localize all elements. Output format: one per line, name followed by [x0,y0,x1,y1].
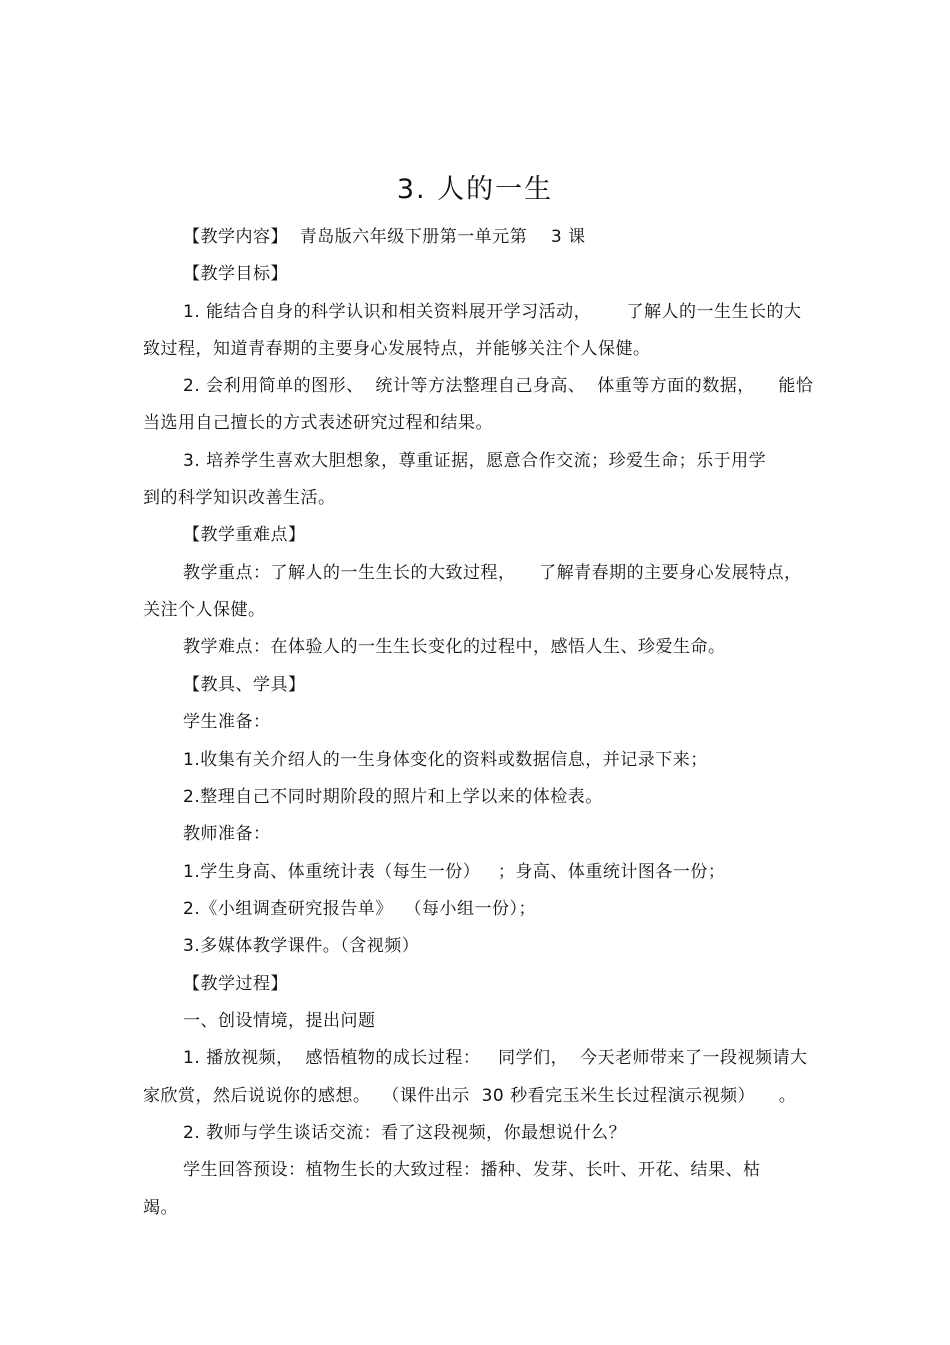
page-title: 3. 人的一生 [396,174,554,205]
key-point-line-1: 教学重点：了解人的一生生长的大致过程， 了解青春期的主要身心发展特点， [183,563,802,583]
objective-2-line-2: 当选用自己擅长的方式表述研究过程和结果。 [143,413,493,433]
teacher-preparation-label: 教师准备： [183,824,271,844]
student-answer-line-1: 学生回答预设：植物生长的大致过程：播种、发芽、长叶、开花、结果、枯 [183,1160,761,1180]
section-heading-objectives: 【教学目标】 [183,264,288,284]
section-heading-materials: 【教具、学具】 [183,675,306,695]
key-point-line-2: 关注个人保健。 [143,600,266,620]
process-item-1-line-2: 家欣赏，然后说说你的感想。 （课件出示 30 秒看完玉米生长过程演示视频） 。 [143,1086,797,1106]
teacher-preparation-item-3: 3.多媒体教学课件。（含视频） [183,936,420,956]
difficult-point-line: 教学难点：在体验人的一生生长变化的过程中，感悟人生、珍爱生命。 [183,637,726,657]
objective-3-line-2: 到的科学知识改善生活。 [143,488,336,508]
section-heading-process: 【教学过程】 [183,974,288,994]
student-preparation-item-1: 1.收集有关介绍人的一生身体变化的资料或数据信息，并记录下来； [183,750,708,770]
process-step-1-heading: 一、创设情境，提出问题 [183,1011,376,1031]
objective-1-line-1: 1. 能结合自身的科学认识和相关资料展开学习活动， 了解人的一生生长的大 [183,302,802,322]
process-item-2-line: 2. 教师与学生谈话交流：看了这段视频，你最想说什么？ [183,1123,627,1143]
student-preparation-label: 学生准备： [183,712,271,732]
student-answer-line-2: 竭。 [143,1198,178,1218]
section-heading-key-points: 【教学重难点】 [183,525,306,545]
teacher-preparation-item-1: 1.学生身高、体重统计表（每生一份） ；身高、体重统计图各一份； [183,862,726,882]
teacher-preparation-item-2: 2.《小组调查研究报告单》 （每小组一份）； [183,899,537,919]
process-item-1-line-1: 1. 播放视频， 感悟植物的成长过程： 同学们， 今天老师带来了一段视频请大 [183,1048,808,1068]
objective-2-line-1: 2. 会利用简单的图形、 统计等方法整理自己身高、 体重等方面的数据， 能恰 [183,376,814,396]
objective-3-line-1: 3. 培养学生喜欢大胆想象，尊重证据，愿意合作交流；珍爱生命；乐于用学 [183,451,767,471]
objective-1-line-2: 致过程，知道青春期的主要身心发展特点，并能够关注个人保健。 [143,339,651,359]
teaching-content-line: 【教学内容】 青岛版六年级下册第一单元第 3 课 [183,227,586,247]
student-preparation-item-2: 2.整理自己不同时期阶段的照片和上学以来的体检表。 [183,787,603,807]
